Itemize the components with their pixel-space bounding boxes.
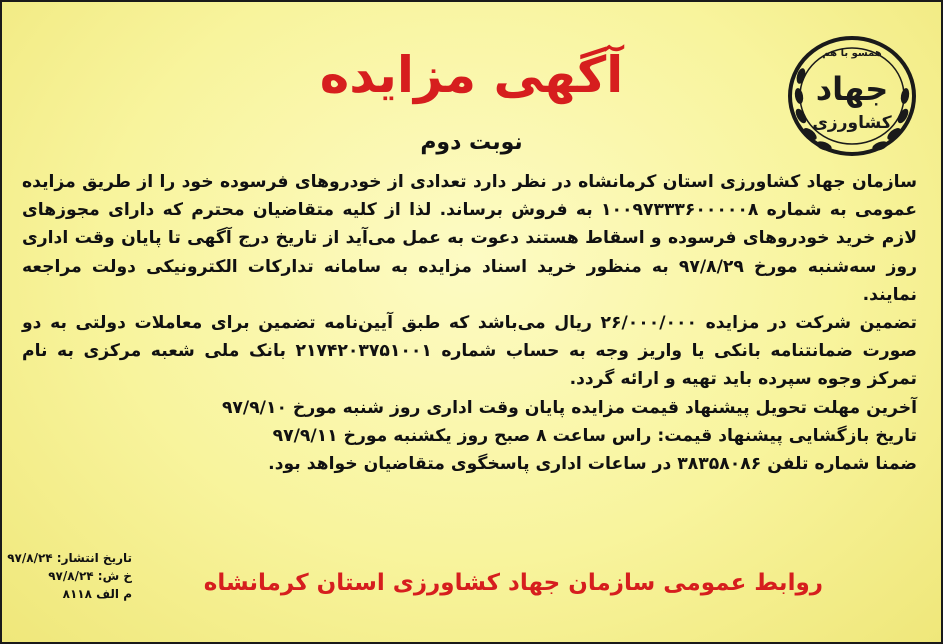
logo-top-text: همسو با هم <box>822 48 882 59</box>
publish-meta <box>7 549 132 603</box>
notice-subtitle: نوبت دوم <box>420 130 523 155</box>
jahad-keshavarzi-logo <box>777 26 927 162</box>
publish-date: تاریخ انتشار: ۹۷/۸/۲۴ <box>7 551 132 565</box>
notice-body <box>22 168 917 478</box>
paragraph-intro: سازمان جهاد کشاورزی استان کرمانشاه در نظر دارد تعدادی از خودروهای فرسوده خود را از طریق مزایده عمومی به شماره ۱۰۰۹۷۳۳۳۶۰۰۰۰۰۸ به فروش برساند. لذا از کلیه متقاضیان محترم که دارای مجوزهای لازم خرید خودروهای فرسوده و اسقاط هستند دعوت به عمل می‌آید از تاریخ درج آگهی تا پایان وقت اداری روز سه‌شنبه مورخ ۹۷/۸/۲۹ به منظور خرید اسناد مزایده به سامانه تدارکات الکترونیکی دولت مراجعه نمایند. <box>22 172 917 305</box>
signature: روابط عمومی سازمان جهاد کشاورزی استان کرمانشاه <box>203 570 823 596</box>
publish-ref: م الف ۸۱۱۸ <box>62 587 132 601</box>
paragraph-phone: ضمنا شماره تلفن ۳۸۳۵۸۰۸۶ در ساعات اداری پاسخگوی متقاضیان خواهد بود. <box>268 454 917 475</box>
paragraph-opening: تاریخ بازگشایی پیشنهاد قیمت: راس ساعت ۸ صبح روز یکشنبه مورخ ۹۷/۹/۱۱ <box>272 425 917 446</box>
paragraph-guarantee: تضمین شرکت در مزایده ۲۶/۰۰۰/۰۰۰ ریال می‌باشد که طبق آیین‌نامه تضمین برای معاملات دولتی به دو صورت ضمانتنامه بانکی یا واریز وجه به حساب شماره ۲۱۷۴۲۰۳۷۵۱۰۰۱ بانک ملی شعبه مرکزی به نام تمرکز وجوه سپرده باید تهیه و ارائه گردد. <box>22 313 918 390</box>
notice-title: آگهی مزایده <box>319 46 624 104</box>
jahad-logo-emblem <box>777 26 927 162</box>
paragraph-deadline: آخرین مهلت تحویل پیشنهاد قیمت مزایده پایان وقت اداری روز شنبه مورخ ۹۷/۹/۱۰ <box>221 397 917 418</box>
publish-code: خ ش: ۹۷/۸/۲۴ <box>48 569 132 583</box>
logo-main-text: جهاد <box>815 70 889 108</box>
logo-sub-text: کشاورزی <box>812 113 892 133</box>
